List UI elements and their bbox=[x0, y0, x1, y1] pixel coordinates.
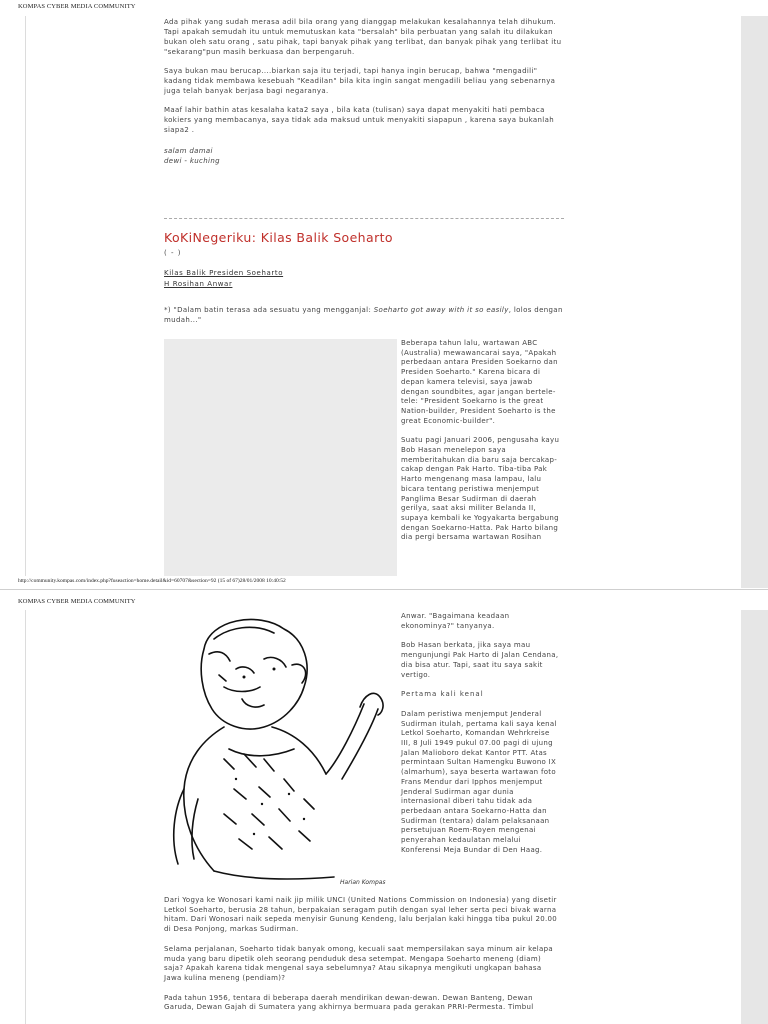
page-break bbox=[0, 589, 768, 590]
article-column-page2 bbox=[401, 612, 561, 855]
photo-placeholder bbox=[164, 339, 397, 576]
article-paragraph: Selama perjalanan, Soeharto tidak banyak omong, kecuali saat mempersilakan saya minum air kelapa muda yang baru dipetik oleh seorang penduduk desa setempat. Mengapa Soeharto meneng (diam) saja? Apakah karena tidak mengenal saya sebelumnya? Atau sikapnya mengikuti ungkapan bahasa Jawa kulina meneng (pendiam)? bbox=[164, 944, 553, 982]
article-column-page1 bbox=[401, 339, 561, 543]
author-link[interactable]: H Rosihan Anwar bbox=[164, 280, 233, 288]
article-quote bbox=[164, 305, 564, 325]
quote-tail: , lolos dengan mudah..." bbox=[164, 306, 563, 324]
illustration-caption: Harian Kompas bbox=[340, 879, 386, 886]
left-margin-rule-bottom bbox=[25, 610, 26, 1024]
article-paragraph: Anwar. "Bagaimana keadaan ekonominya?" tanyanya. bbox=[401, 612, 510, 630]
post-separator bbox=[164, 218, 564, 219]
page-footer-url: http://community.kompas.com/index.php?fuseaction=home.detail&id=60707&section=92 (15 of 67)28/01/2008 10:40:52 bbox=[18, 578, 286, 584]
article-paragraph: Dari Yogya ke Wonosari kami naik jip milik UNCI (United Nations Commission on Indonesia) yang disetir Letkol Soeharto, berusia 28 tahun, berpakaian seragam putih dengan syal leher serta peci bivak warna hitam. Dari Wonosari naik sepeda menyisir Gunung Kendeng, lalu berjalan kaki hingga tiba pukul 20.00 di Desa Ponjong, markas Sudirman. bbox=[164, 896, 558, 934]
prev-paragraph: Ada pihak yang sudah merasa adil bila orang yang dianggap melakukan kesalahannya telah dihukum. Tapi apakah semudah itu untuk memutuskan kata "bersalah" bila perbuatan yang salah itu dilakukan bukan oleh satu orang , satu pihak, tapi banyak pihak yang terlibat, dan banyak pihak yang terlibat itu "sekarang"pun masih berkuasa dan berpengaruh. bbox=[164, 18, 562, 56]
article-body-full-width bbox=[164, 896, 560, 1013]
post-subtitle: ( - ) bbox=[164, 249, 182, 257]
article-paragraph: Suatu pagi Januari 2006, pengusaha kayu Bob Hasan menelepon saya memberitahukan dia baru saja bercakap-cakap dengan Pak Harto. Tiba-tiba Pak Harto mengenang masa lampau, lalu bicara tentang peristiwa menjemput Panglima Besar Sudirman di daerah gerilya, saat aksi militer Belanda II, supaya kembali ke Yogyakarta bergabung dengan Soekarno-Hatta. Pak Harto bilang dia pergi bersama wartawan Rosihan bbox=[401, 436, 560, 542]
article-paragraph: Dalam peristiwa menjemput Jenderal Sudirman itulah, pertama kali saya kenal Letkol Soeharto, Komandan Wehrkreise III, 8 Juli 1949 pukul 07.00 pagi di ujung Jalan Malioboro dekat Kantor PTT. Atas permintaan Sultan Hamengku Buwono IX (almarhum), saya beserta wartawan foto Frans Mendur dari Ipphos menjemput Jenderal Sudirman agar dunia internasional diberi tahu tidak ada perbedaan antara Soekarno-Hatta dan Sudirman (tentara) dalam pelaksanaan persetujuan Roem-Royen mengenai penyerahan kedaulatan melalui Konferensi Meja Bundar di Den Haag. bbox=[401, 709, 557, 854]
article-paragraph: Beberapa tahun lalu, wartawan ABC (Australia) mewawancarai saya, "Apakah perbedaan antara Presiden Soekarno dan Presiden Soeharto." Karena bicara di depan kamera televisi, saya jawab dengan soundbites, agar jangan bertele-tele: "President Soekarno is the great Nation-builder, President Soeharto is the great Economic-builder". bbox=[401, 339, 558, 425]
post-title[interactable]: KoKiNegeriku: Kilas Balik Soeharto bbox=[164, 230, 393, 245]
section-heading: Pertama kali kenal bbox=[401, 690, 484, 699]
prev-paragraph: Saya bukan mau berucap....biarkan saja itu terjadi, tapi hanya ingin berucap, bahwa "mengadili" kadang tidak membawa kesebuah "Keadilan" bila kita ingin sangat mengadili beliau yang sebenarnya juga telah banyak berjasa bagi negaranya. bbox=[164, 67, 556, 95]
quote-lead: *) "Dalam batin terasa ada sesuatu yang mengganjal: bbox=[164, 306, 374, 314]
right-sidebar-top bbox=[741, 16, 768, 588]
site-header: KOMPAS CYBER MEDIA COMMUNITY bbox=[18, 3, 136, 10]
right-sidebar-bottom bbox=[741, 610, 768, 1024]
soeharto-caricature bbox=[164, 609, 397, 890]
quote-italic: Soeharto got away with it so easily bbox=[373, 306, 509, 314]
previous-post bbox=[164, 17, 564, 166]
article-paragraph: Bob Hasan berkata, jika saya mau mengunjungi Pak Harto di Jalan Cendana, dia bisa atur. Tapi, saat itu saya sakit vertigo. bbox=[401, 641, 559, 679]
signoff-line: salam damai bbox=[164, 147, 213, 155]
left-margin-rule-top bbox=[25, 16, 26, 576]
article-link[interactable]: Kilas Balik Presiden Soeharto bbox=[164, 269, 284, 277]
article-paragraph: Pada tahun 1956, tentara di beberapa daerah mendirikan dewan-dewan. Dewan Banteng, Dewan Garuda, Dewan Gajah di Sumatera yang akhirnya bermuara pada gerakan PRRI-Permesta. Timbul bbox=[164, 993, 534, 1012]
prev-paragraph: Maaf lahir bathin atas kesalaha kata2 saya , bila kata (tulisan) saya dapat menyakiti hati pembaca kokiers yang membacanya, saya tidak ada maksud untuk menyakiti siapapun , karena saya bukanlah siapa2 . bbox=[164, 106, 555, 134]
site-header-page2: KOMPAS CYBER MEDIA COMMUNITY bbox=[18, 598, 136, 605]
signoff-author: dewi - kuching bbox=[164, 157, 220, 165]
